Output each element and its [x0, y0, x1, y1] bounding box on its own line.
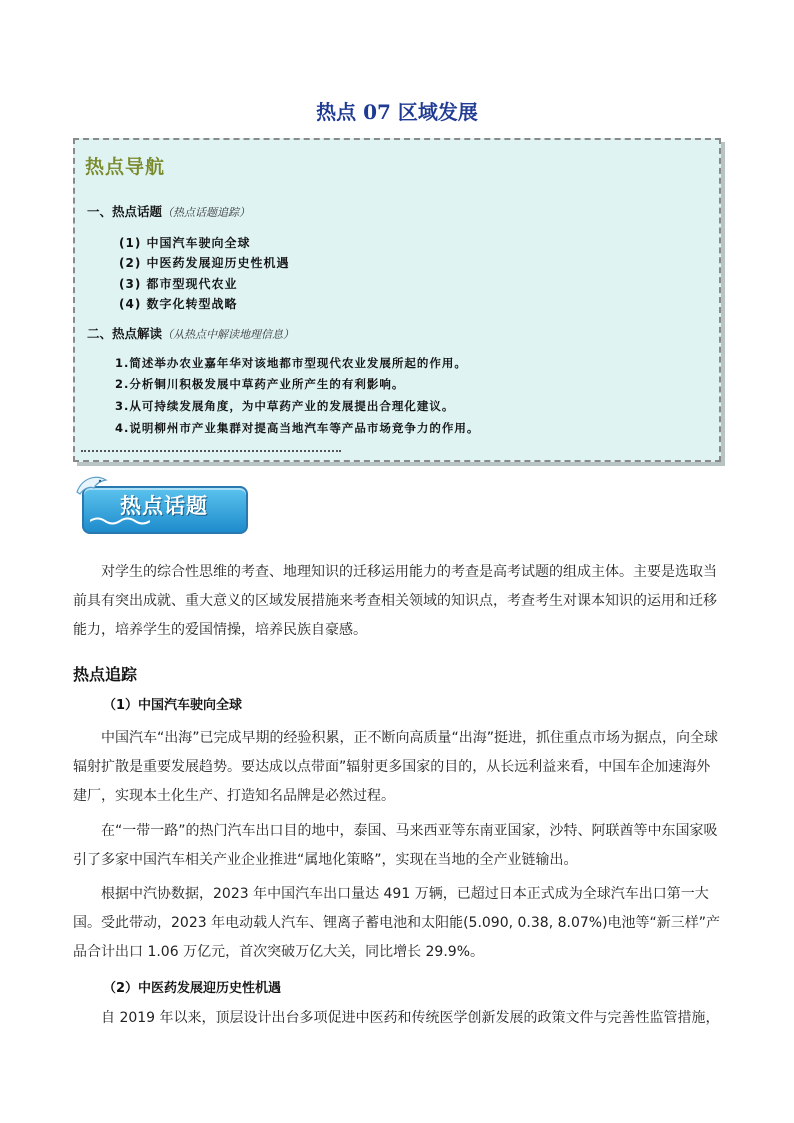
- nav-section-interpretation-label: 二、热点解读: [87, 326, 163, 341]
- hotspot-navigation-box: [73, 138, 721, 462]
- subsection-title-tcm: （2）中医药发展迎历史性机遇: [103, 981, 282, 996]
- nav-section-interpretation: [87, 324, 294, 342]
- nav-question-item: 1.简述举办农业嘉年华对该地都市型现代农业发展所起的作用。: [115, 356, 467, 370]
- nav-question-item: 3.从可持续发展角度，为中草药产业的发展提出合理化建议。: [115, 399, 455, 413]
- nav-topic-item: (4) 数字化转型战略: [119, 297, 238, 311]
- nav-question-item: 4.说明柳州市产业集群对提高当地汽车等产品市场竞争力的作用。: [115, 421, 480, 435]
- nav-section-topics-label: 一、热点话题: [87, 204, 163, 219]
- badge-label: 热点话题: [120, 494, 208, 518]
- nav-question-item: 2.分析铜川积极发展中草药产业所产生的有利影响。: [115, 377, 405, 391]
- paragraph-auto-1: 中国汽车“出海”已完成早期的经验积累，正不断向高质量“出海”挺进，抓住重点市场为据点，向全球辐射扩散是重要发展趋势。要达成以点带面”辐射更多国家的目的，从长远利益来看，中国车企加速海外建厂，实现本土化生产、打造知名品牌是必然过程。: [73, 730, 719, 804]
- intro-paragraph: 对学生的综合性思维的考查、地理知识的迁移运用能力的考查是高考试题的组成主体。主要是选取当前具有突出成就、重大意义的区域发展措施来考查相关领域的知识点，考查考生对课本知识的运用和迁移能力，培养学生的爱国情操，培养民族自豪感。: [73, 564, 717, 638]
- nav-topic-item: (1) 中国汽车驶向全球: [119, 236, 251, 250]
- nav-section-topics: [87, 202, 250, 220]
- paragraph-auto-2: 在“一带一路”的热门汽车出口目的地中，泰国、马来西亚等东南亚国家，沙特、阿联酋等中东国家吸引了多家中国汽车相关产业企业推进“属地化策略”，实现在当地的全产业链输出。: [73, 823, 718, 868]
- nav-section-topics-note: （热点话题追踪）: [162, 206, 251, 219]
- section-title-tracking: 热点追踪: [73, 665, 138, 684]
- paragraph-tcm-1: 自 2019 年以来，顶层设计出台多项促进中医药和传统医学创新发展的政策文件与完善性监管措施，: [101, 1010, 720, 1026]
- nav-heading: 热点导航: [85, 156, 166, 178]
- hot-topic-badge: [80, 478, 246, 534]
- nav-section-interpretation-note: （从热点中解读地理信息）: [162, 328, 295, 341]
- nav-topic-item: (2) 中医药发展迎历史性机遇: [119, 256, 290, 270]
- page-title: 热点 07 区域发展: [316, 100, 478, 124]
- subsection-title-auto: （1）中国汽车驶向全球: [103, 698, 243, 713]
- paragraph-auto-3: 根据中汽协数据，2023 年中国汽车出口量达 491 万辆，已超过日本正式成为全球汽车出口第一大国。受此带动，2023 年电动载人汽车、锂离子蓄电池和太阳能(5.090, 0.38, 8.07%)电池等“新三样”产品合计出口 1.06 万亿元，首次突破万亿大关，同比增长 29.9%。: [73, 886, 721, 960]
- dolphin-icon: [74, 472, 110, 502]
- nav-topic-item: (3) 都市型现代农业: [119, 277, 238, 291]
- truncated-line-decoration: [81, 450, 341, 458]
